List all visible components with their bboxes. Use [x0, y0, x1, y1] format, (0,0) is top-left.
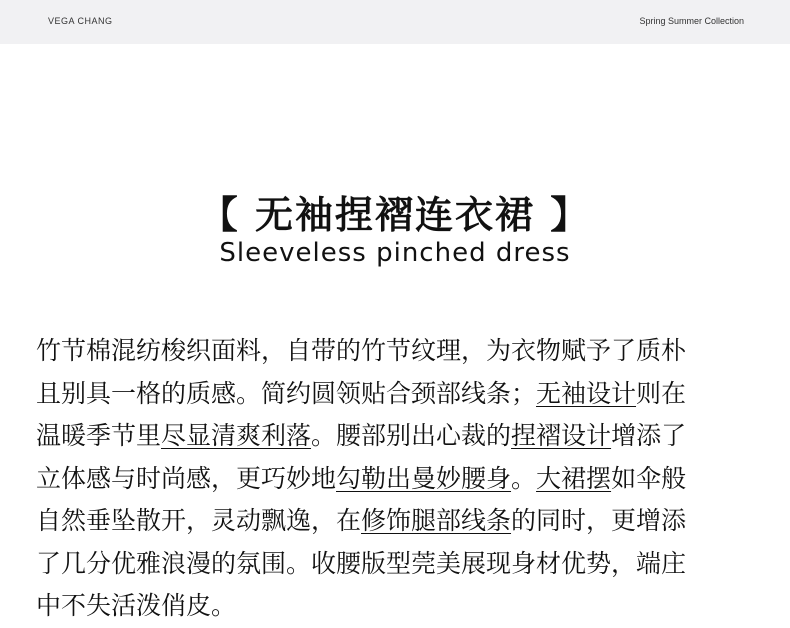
highlighted-phrase: 勾勒出曼妙腰身 [336, 463, 512, 493]
text-segment: 自然垂坠散开，灵动飘逸，在 [36, 506, 362, 535]
highlighted-phrase: 大裙摆 [536, 463, 612, 493]
description-line [36, 500, 766, 543]
highlighted-phrase: 捏褶设计 [511, 421, 612, 450]
text-segment: 且别具一格的质感。简约圆领贴合颈部线条； [36, 378, 537, 408]
text-segment: 竹节棉混纺梭织面料，自带的竹节纹理，为衣物赋予了质朴 [36, 336, 687, 365]
highlighted-phrase: 无袖设计 [536, 378, 637, 408]
text-segment: 增添了 [611, 421, 687, 450]
description-line [36, 543, 766, 586]
text-segment: 。腰部别出心裁的 [311, 421, 512, 450]
text-segment: 立体感与时尚感，更巧妙地 [36, 463, 337, 493]
description-line [36, 373, 766, 416]
description-line [36, 585, 766, 628]
brand-name: VEGA CHANG [48, 16, 113, 26]
collection-label: Spring Summer Collection [639, 16, 744, 26]
text-segment: 。 [511, 463, 537, 493]
text-segment: 中不失活泼俏皮。 [36, 591, 237, 620]
description-line [36, 330, 766, 373]
description-line [36, 458, 766, 501]
text-segment: 则在 [636, 378, 687, 408]
text-segment: 温暖季节里 [36, 421, 162, 450]
product-title: 【 无袖捏褶连衣裙 】 [199, 193, 591, 237]
text-segment: 了几分优雅浪漫的氛围。收腰版型莞美展现身材优势，端庄 [36, 548, 687, 578]
text-segment: 如伞般 [611, 463, 687, 493]
highlighted-phrase: 修饰腿部线条 [361, 506, 512, 535]
top-bar [0, 0, 790, 44]
description-line [36, 415, 766, 458]
highlighted-phrase: 尽显清爽利落 [161, 421, 312, 450]
product-subtitle: Sleeveless pinched dress [219, 238, 571, 268]
text-segment: 的同时，更增添 [511, 506, 687, 535]
product-description [36, 330, 766, 628]
